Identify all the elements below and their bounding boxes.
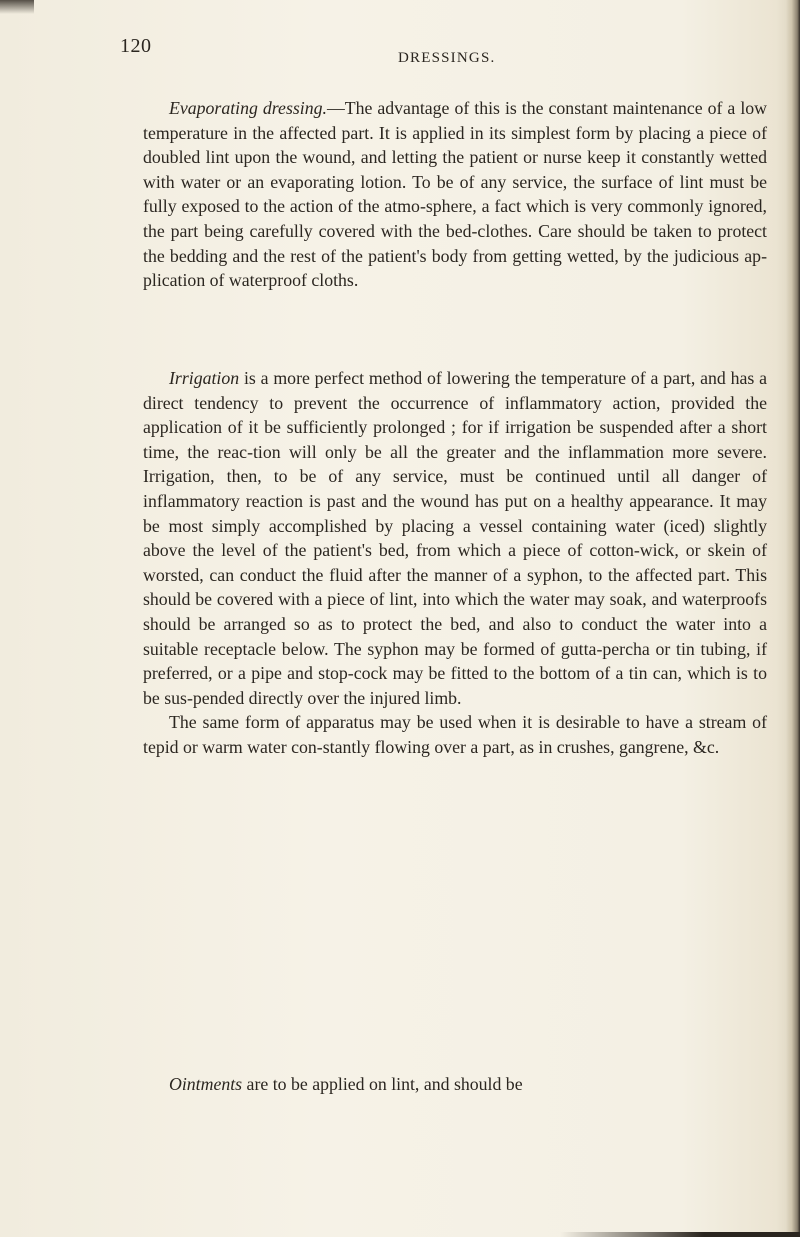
page-edge-shadow (786, 0, 800, 1237)
paragraph-text: —The advantage of this is the constant maintenance of a low temperature in the affected part. It is applied in its simplest form by placing a piece of doubled lint upon the wound, and letting the patient or nurse keep it constantly wetted with water or an evaporating lotion. To be of any service, the surface of lint must be fully exposed to the action of the atmo-sphere, a fact which is very commonly ignored, the part being carefully covered with the bed-clothes. Care should be taken to protect the bedding and the rest of the patient's body from getting wetted, by the judicious ap-plication of waterproof cloths. (143, 98, 767, 291)
paragraph-ointments (143, 1072, 767, 1097)
paragraph-continuation: The same form of apparatus may be used when it is desirable to have a stream of tepid or warm water con-stantly flowing over a part, as in crushes, gangrene, &c. (143, 712, 767, 757)
page-number: 120 (120, 35, 152, 57)
term-heading: Irrigation (169, 368, 240, 388)
paragraph-text: are to be applied on lint, and should be (242, 1074, 523, 1094)
paragraph-irrigation (143, 366, 767, 760)
running-head: DRESSINGS. (398, 50, 496, 66)
page-bottom-shadow (560, 1232, 800, 1237)
paragraph-text: is a more perfect method of lowering the temperature of a part, and has a direct tendency to prevent the occurrence of inflammatory action, provided the application of it be sufficiently prolonged ; for if irrigation be suspended after a short time, the reac-tion will only be all the greater and the inflammation more severe. Irrigation, then, to be of any service, must be continued until all danger of inflammatory reaction is past and the wound has put on a healthy appearance. It may be most simply accomplished by placing a vessel containing water (iced) slightly above the level of the patient's bed, from which a piece of cotton-wick, or skein of worsted, can conduct the fluid after the manner of a syphon, to the affected part. This should be covered with a piece of lint, into which the water may soak, and waterproofs should be arranged so as to protect the bed, and also to conduct the water into a suitable receptacle below. The syphon may be formed of gutta-percha or tin tubing, if preferred, or a pipe and stop-cock may be fitted to the bottom of a tin can, which is to be sus-pended directly over the injured limb. (143, 368, 767, 708)
term-heading: Evaporating dressing. (169, 98, 327, 118)
paragraph-evaporating-dressing (143, 96, 767, 293)
paragraph-body (143, 96, 767, 293)
paragraph-body (143, 366, 767, 710)
term-heading: Ointments (169, 1074, 243, 1094)
scan-shadow (0, 0, 34, 14)
paragraph-body (143, 1072, 767, 1097)
